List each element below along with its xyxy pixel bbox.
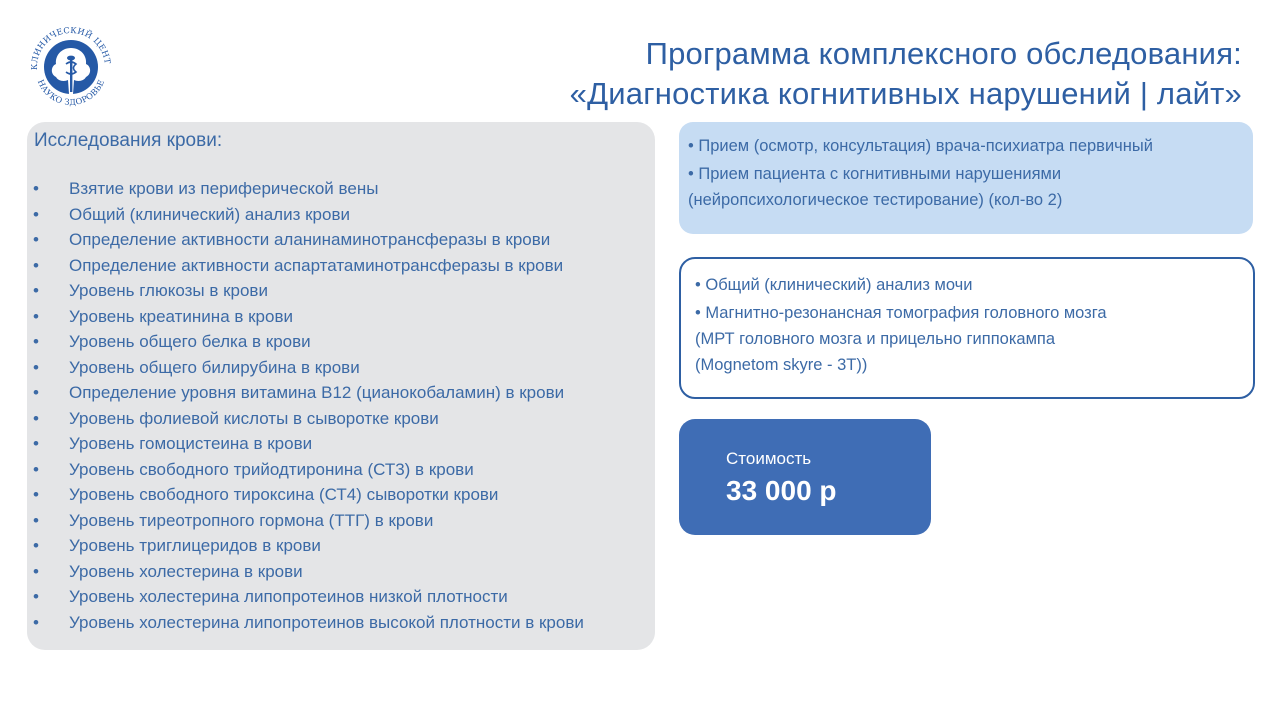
list-item: • Уровень свободного тироксина (СТ4) сыворотки крови [33,485,499,504]
list-item: • Уровень общего белка в крови [33,332,311,351]
list-item: • Определение активности аланинаминотрансферазы в крови [33,230,551,249]
list-item: • Уровень холестерина липопротеинов низкой плотности [33,587,508,606]
list-item: • Уровень креатинина в крови [33,306,293,326]
diagnostic-mri: • Магнитно-резонансная томография головного мозга [695,304,1107,322]
consultation-cognitive-detail: (нейропсихологическое тестирование) (кол-во 2) [688,191,1063,209]
list-item: • Определение активности аспартатаминотрансферазы в крови [33,255,564,275]
list-item: • Уровень тиреотропного гормона (ТТГ) в крови [33,510,434,530]
diagnostic-mri-detail: (МРТ головного мозга и прицельно гиппокампа [695,330,1056,348]
consultation-cognitive: • Прием пациента с когнитивными нарушениями [688,165,1062,183]
blood-tests-heading: Исследования крови: [34,130,223,151]
list-item: • Уровень свободного трийодтиронина (СТ3) в крови [33,459,474,479]
diagnostic-mri-device: (Mognetom skyre - 3T)) [695,356,868,374]
list-item: • Уровень гомоцистеина в крови [33,434,313,453]
tree-emblem-icon [24,20,118,114]
list-item: • Уровень фолиевой кислоты в сыворотке крови [33,408,439,428]
title-line-2: «Диагностика когнитивных нарушений | лайт» [569,76,1242,111]
list-item: • Уровень холестерина в крови [33,561,303,581]
title-line-1: Программа комплексного обследования: [645,36,1242,71]
diagnostic-urinalysis: • Общий (клинический) анализ мочи [695,276,973,294]
consultations-box [679,122,1253,234]
svg-text:НАУКО ЗДОРОВЬЕ: НАУКО ЗДОРОВЬЕ [35,77,107,108]
price-box [679,419,931,535]
list-item: • Уровень холестерина липопротеинов высокой плотности в крови [33,612,584,632]
list-item: • Уровень триглицеридов в крови [33,536,321,555]
blood-tests-panel [27,122,655,650]
price-value: 33 000 р [726,475,837,506]
price-label: Стоимость [726,449,812,468]
blood-tests-list [27,176,584,635]
list-item: • Уровень общего билирубина в крови [33,357,360,377]
svg-text:КЛИНИЧЕСКИЙ ЦЕНТР: КЛИНИЧЕСКИЙ ЦЕНТ [28,24,113,71]
list-item: • Общий (клинический) анализ крови [33,204,350,224]
page-title [570,34,1242,114]
list-item: • Уровень глюкозы в крови [33,281,268,300]
list-item: • Определение уровня витамина В12 (цианокобаламин) в крови [33,383,565,402]
consultation-psychiatrist: • Прием (осмотр, консультация) врача-психиатра первичный [688,137,1153,155]
diagnostics-box [679,257,1255,399]
list-item: • Взятие крови из периферической вены [33,179,379,198]
clinic-logo [24,20,118,114]
